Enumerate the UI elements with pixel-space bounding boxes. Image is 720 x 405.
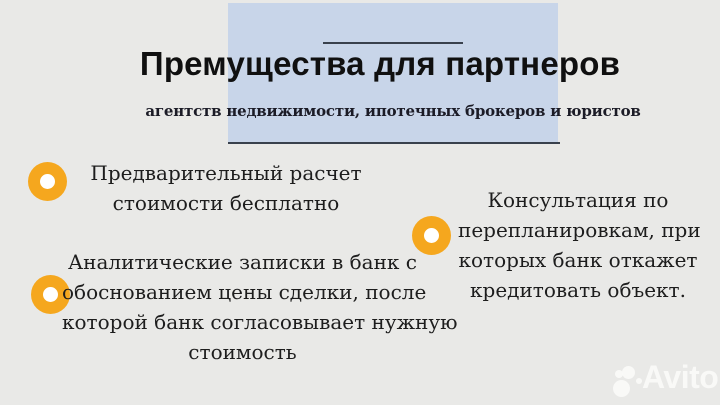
avito-watermark xyxy=(598,356,718,400)
bullet-text-2 xyxy=(62,247,458,367)
bottom-divider xyxy=(228,142,560,144)
bullet-line: перепланировкам, при xyxy=(458,218,701,242)
bullet-marker-icon xyxy=(412,216,451,255)
logo-dot xyxy=(613,380,630,397)
avito-brand-text: Avito xyxy=(642,359,719,395)
bullet-line: стоимости бесплатно xyxy=(112,191,340,215)
bullet-line: которой банк согласовывает нужную xyxy=(62,310,458,334)
slide-title: Премущества для партнеров xyxy=(139,45,621,82)
bullet-line: стоимость xyxy=(188,340,297,364)
logo-dot xyxy=(622,366,635,379)
bullet-marker-icon xyxy=(28,162,67,201)
donut-hole xyxy=(40,174,55,189)
bullet-line: Консультация по xyxy=(487,188,669,212)
bullet-line: обоснованием цены сделки, после xyxy=(62,280,427,304)
bullet-line: Аналитические записки в банк с xyxy=(68,250,417,274)
bullet-line: Предварительный расчет xyxy=(90,161,362,185)
bullet-text-3 xyxy=(458,185,701,305)
bullet-line: кредитовать объект. xyxy=(470,278,686,302)
donut-hole xyxy=(424,228,439,243)
donut-hole xyxy=(43,287,58,302)
bullet-line: которых банк откажет xyxy=(458,248,698,272)
bullet-text-1 xyxy=(85,158,367,218)
slide-subtitle: агентств недвижимости, ипотечных брокеров и юристов xyxy=(145,102,641,120)
